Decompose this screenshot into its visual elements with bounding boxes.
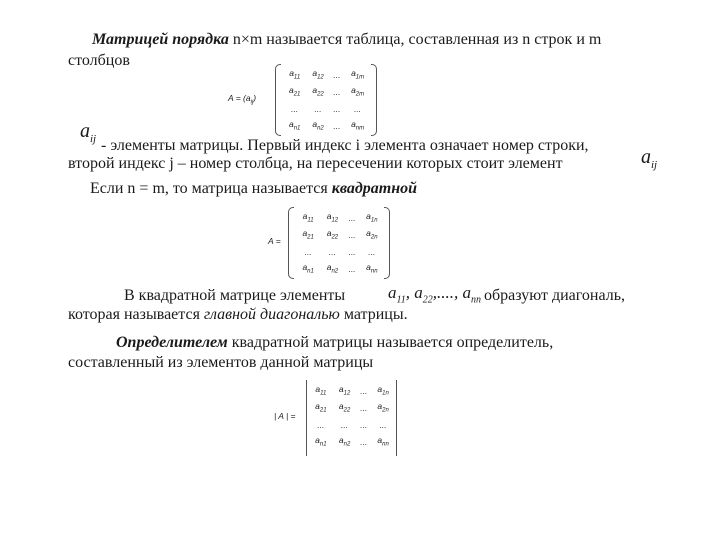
matrix-general <box>228 64 378 136</box>
matrix-cell: $a_{11}$ <box>315 384 327 397</box>
matrix-row <box>309 399 395 416</box>
diagonal-line-2 <box>68 306 408 324</box>
matrix-cell: ... <box>348 246 356 257</box>
left-bracket <box>288 207 294 279</box>
matrix-cell: ... <box>341 419 349 430</box>
determinant-rest: квадратной матрицы называется определитель, <box>231 334 554 351</box>
matrix-cell: $a_{n1}$ <box>315 435 327 448</box>
matrix-cell: $a_{nn}$ <box>366 262 378 275</box>
matrix-cell: ... <box>360 419 368 430</box>
matrix-square <box>268 207 390 279</box>
matrix-row <box>283 100 371 117</box>
matrix-cell: $a_{n2}$ <box>312 119 324 132</box>
diagonal-text-2: образуют диагональ, <box>484 287 626 304</box>
matrix-cell: $a_{n2}$ <box>338 435 351 448</box>
matrix-cell: ... <box>354 103 362 114</box>
matrix-row <box>296 209 384 226</box>
matrix-cell: $a_{2n}$ <box>377 401 389 414</box>
matrix-cell: $a_{21}$ <box>288 85 301 98</box>
term-square: квадратной <box>331 180 418 197</box>
matrix-row <box>283 83 371 100</box>
matrix-cell: $a_{12}$ <box>338 384 351 397</box>
term-determinant: Определителем <box>116 334 228 351</box>
matrix-cell: $a_{1n}$ <box>366 211 378 224</box>
matrix-cell: $a_{21}$ <box>302 228 314 241</box>
matrix-cell: $a_{22}$ <box>338 401 351 414</box>
matrix-cell: $a_{22}$ <box>326 228 339 241</box>
matrix-cell: $a_{nn}$ <box>377 435 389 448</box>
matrix-cell: $a_{11}$ <box>302 211 314 224</box>
matrix-cell: $a_{n1}$ <box>302 262 314 275</box>
left-bar <box>306 380 307 456</box>
symbol-a-ij-2: $a_{ij}$ <box>641 146 658 171</box>
determinant-line-2: составленный из элементов данной матрицы <box>68 354 374 371</box>
matrix-cell: $a_{1n}$ <box>377 384 389 397</box>
right-bar <box>396 380 397 456</box>
matrix-determinant-lhs: | A | = <box>274 411 296 421</box>
matrix-cell: ... <box>333 103 341 114</box>
matrix-cell: $a_{2n}$ <box>366 228 378 241</box>
diagonal-text-1: В квадратной матрице элементы <box>124 287 346 304</box>
definition-line-1 <box>92 31 601 49</box>
matrix-general-lhs: $A = (a_{ij})$ <box>228 93 257 106</box>
square-line <box>90 180 417 198</box>
matrix-cell: ... <box>291 103 299 114</box>
determinant-line-1 <box>116 334 553 352</box>
matrix-row <box>283 117 371 134</box>
matrix-cell: $a_{n1}$ <box>288 119 301 132</box>
term-matrix-order: Матрицей порядка <box>92 31 229 48</box>
diagonal-line2-a: которая называется <box>68 306 200 323</box>
matrix-cell: ... <box>348 229 356 240</box>
matrix-cell: ... <box>348 212 356 223</box>
square-text: Если n = m, то матрица называется <box>90 180 328 197</box>
matrix-cell: ... <box>360 402 368 413</box>
term-main-diagonal: главной диагональю <box>203 306 340 323</box>
matrix-cell: ... <box>333 120 341 131</box>
matrix-square-grid <box>296 209 384 277</box>
matrix-square-lhs: A = <box>268 236 281 246</box>
matrix-cell: ... <box>379 419 387 430</box>
matrix-cell: ... <box>333 86 341 97</box>
diagonal-line2-b: матрицы. <box>343 306 408 323</box>
matrix-cell: $a_{21}$ <box>315 401 327 414</box>
left-bracket <box>275 64 281 136</box>
matrix-cell: ... <box>317 419 325 430</box>
matrix-row <box>296 226 384 243</box>
dims-text: n×m <box>232 31 263 48</box>
matrix-cell: $a_{12}$ <box>326 211 339 224</box>
matrix-cell: $a_{2m}$ <box>351 85 365 98</box>
matrix-cell: ... <box>360 436 368 447</box>
matrix-cell: ... <box>348 263 356 274</box>
matrix-cell: ... <box>304 246 312 257</box>
matrix-general-grid <box>283 66 371 134</box>
matrix-cell: ... <box>333 69 341 80</box>
matrix-row <box>309 382 395 399</box>
matrix-cell: $a_{nm}$ <box>351 119 365 132</box>
matrix-determinant-grid <box>309 382 395 450</box>
definition-line-2: столбцов <box>68 52 130 69</box>
matrix-cell: $a_{1m}$ <box>351 68 365 81</box>
matrix-row <box>309 416 395 433</box>
matrix-row <box>296 243 384 260</box>
symbol-a-ij: $a_{ij}$ <box>80 120 97 145</box>
matrix-row <box>283 66 371 83</box>
definition-rest-text: называется таблица, составленная из n строк и m <box>266 31 602 48</box>
diagonal-elements: $a_{11}$, $a_{22}$,...., $a_{nn}$ <box>388 283 482 306</box>
matrix-row <box>309 433 395 450</box>
elements-line-1: - элементы матрицы. Первый индекс i элемента означает номер строки, <box>101 137 589 154</box>
matrix-cell: $a_{12}$ <box>312 68 324 81</box>
right-bracket <box>371 64 377 136</box>
right-bracket <box>384 207 390 279</box>
matrix-row <box>296 260 384 277</box>
matrix-determinant <box>274 380 398 456</box>
elements-line-2: второй индекс j – номер столбца, на пересечении которых стоит элемент <box>68 155 563 172</box>
matrix-cell: $a_{11}$ <box>289 68 301 81</box>
matrix-cell: $a_{22}$ <box>312 85 324 98</box>
matrix-cell: ... <box>314 103 322 114</box>
matrix-cell: ... <box>360 385 368 396</box>
matrix-cell: ... <box>328 246 336 257</box>
matrix-cell: $a_{n2}$ <box>326 262 339 275</box>
matrix-cell: ... <box>368 246 376 257</box>
